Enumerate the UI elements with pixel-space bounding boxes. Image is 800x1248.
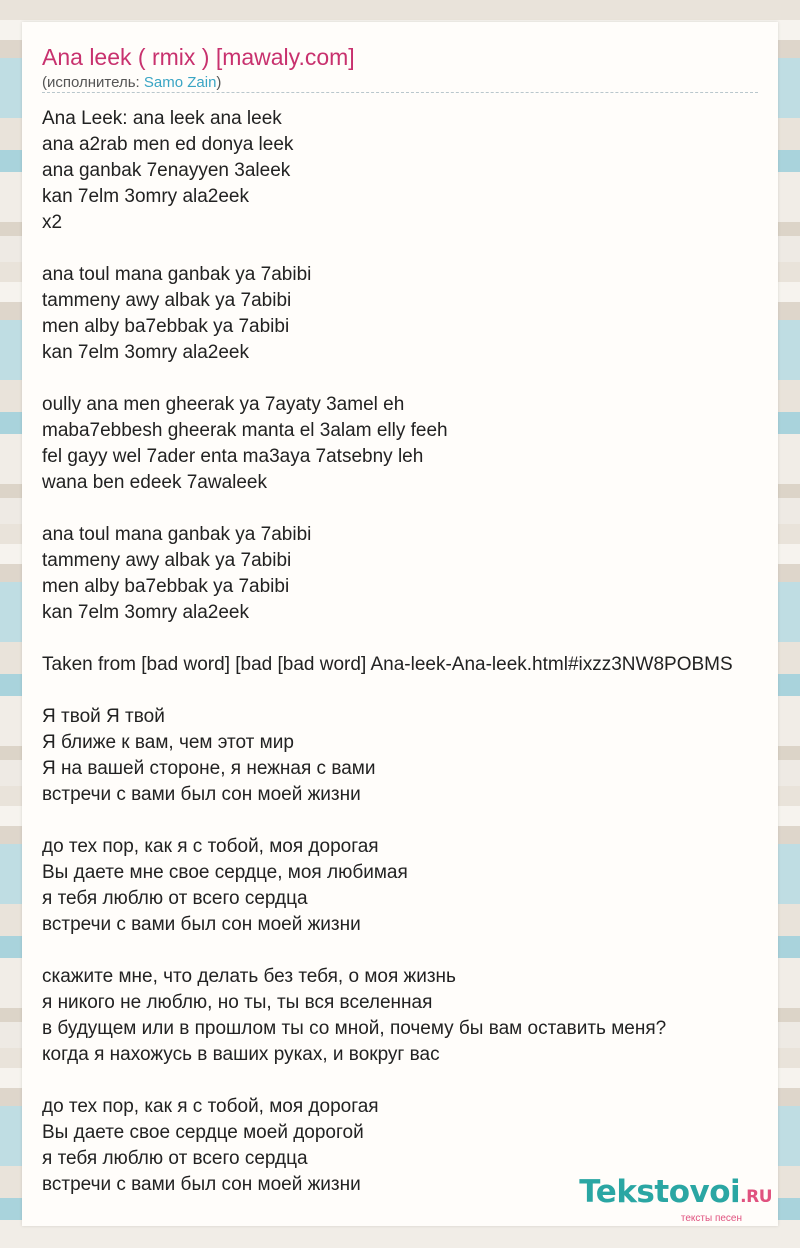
logo-wordmark: Tekstovoi bbox=[579, 1174, 741, 1210]
stanza-gap bbox=[42, 366, 782, 392]
lyric-line: oully ana men gheerak ya 7ayaty 3amel eh bbox=[42, 394, 405, 415]
lyric-line: Taken from [bad word] [bad [bad word] Ana-leek-Ana-leek.html#ixzz3NW8POBMS bbox=[42, 654, 733, 675]
artist-line bbox=[42, 74, 221, 91]
lyric-line: встречи с вами был сон моей жизни bbox=[42, 1174, 361, 1195]
stanza-gap bbox=[42, 678, 782, 704]
lyric-line: я никого не люблю, но ты, ты вся вселенная bbox=[42, 992, 433, 1013]
lyric-line: kan 7elm 3omry ala2eek bbox=[42, 342, 249, 363]
site-logo[interactable] bbox=[579, 1175, 772, 1224]
stanza-gap bbox=[42, 1068, 782, 1094]
lyric-line: Ana Leek: ana leek ana leek bbox=[42, 108, 282, 129]
lyric-line: в будущем или в прошлом ты со мной, почему бы вам оставить меня? bbox=[42, 1018, 667, 1039]
lyric-line: x2 bbox=[42, 212, 63, 233]
lyric-line: скажите мне, что делать без тебя, о моя жизнь bbox=[42, 966, 456, 987]
lyric-line: до тех пор, как я с тобой, моя дорогая bbox=[42, 1096, 379, 1117]
lyric-line: я тебя люблю от всего сердца bbox=[42, 1148, 308, 1169]
lyric-line: я тебя люблю от всего сердца bbox=[42, 888, 308, 909]
lyric-line: ana a2rab men ed donya leek bbox=[42, 134, 294, 155]
lyric-line: Вы даете мне свое сердце, моя любимая bbox=[42, 862, 408, 883]
lyric-line: fel gayy wel 7ader enta ma3aya 7atsebny leh bbox=[42, 446, 424, 467]
stanza-gap bbox=[42, 626, 782, 652]
lyric-line: tammeny awy albak ya 7abibi bbox=[42, 550, 292, 571]
lyric-line: kan 7elm 3omry ala2eek bbox=[42, 186, 249, 207]
lyric-line: ana toul mana ganbak ya 7abibi bbox=[42, 524, 312, 545]
artist-suffix: ) bbox=[216, 74, 222, 91]
lyric-line: tammeny awy albak ya 7abibi bbox=[42, 290, 292, 311]
lyric-line: встречи с вами был сон моей жизни bbox=[42, 914, 361, 935]
lyric-line: men alby ba7ebbak ya 7abibi bbox=[42, 316, 290, 337]
lyric-line: ana toul mana ganbak ya 7abibi bbox=[42, 264, 312, 285]
lyric-line: wana ben edeek 7awaleek bbox=[42, 472, 268, 493]
lyric-line: maba7ebbesh gheerak manta el 3alam elly feeh bbox=[42, 420, 448, 441]
lyrics-card bbox=[22, 22, 778, 1226]
song-title: Ana leek ( rmix ) [mawaly.com] bbox=[42, 44, 355, 70]
stanza-gap bbox=[42, 236, 782, 262]
artist-prefix: (исполнитель: bbox=[42, 74, 144, 91]
logo-domain: .RU bbox=[740, 1187, 772, 1207]
title-divider bbox=[42, 92, 758, 93]
stanza-gap bbox=[42, 938, 782, 964]
lyric-line: Вы даете свое сердце моей дорогой bbox=[42, 1122, 364, 1143]
stanza-gap bbox=[42, 808, 782, 834]
lyric-line: Я ближе к вам, чем этот мир bbox=[42, 732, 294, 753]
lyric-line: до тех пор, как я с тобой, моя дорогая bbox=[42, 836, 379, 857]
lyric-line: встречи с вами был сон моей жизни bbox=[42, 784, 361, 805]
lyric-line: Я на вашей стороне, я нежная с вами bbox=[42, 758, 376, 779]
stanza-gap bbox=[42, 496, 782, 522]
lyrics-body bbox=[42, 106, 782, 1198]
lyric-line: kan 7elm 3omry ala2eek bbox=[42, 602, 249, 623]
artist-link[interactable]: Samo Zain bbox=[143, 74, 217, 91]
lyric-line: men alby ba7ebbak ya 7abibi bbox=[42, 576, 290, 597]
lyric-line: когда я нахожусь в ваших руках, и вокруг вас bbox=[42, 1044, 440, 1065]
lyric-line: ana ganbak 7enayyen 3aleek bbox=[42, 160, 291, 181]
logo-tagline: тексты песен bbox=[680, 1213, 742, 1224]
lyric-line: Я твой Я твой bbox=[42, 706, 165, 727]
